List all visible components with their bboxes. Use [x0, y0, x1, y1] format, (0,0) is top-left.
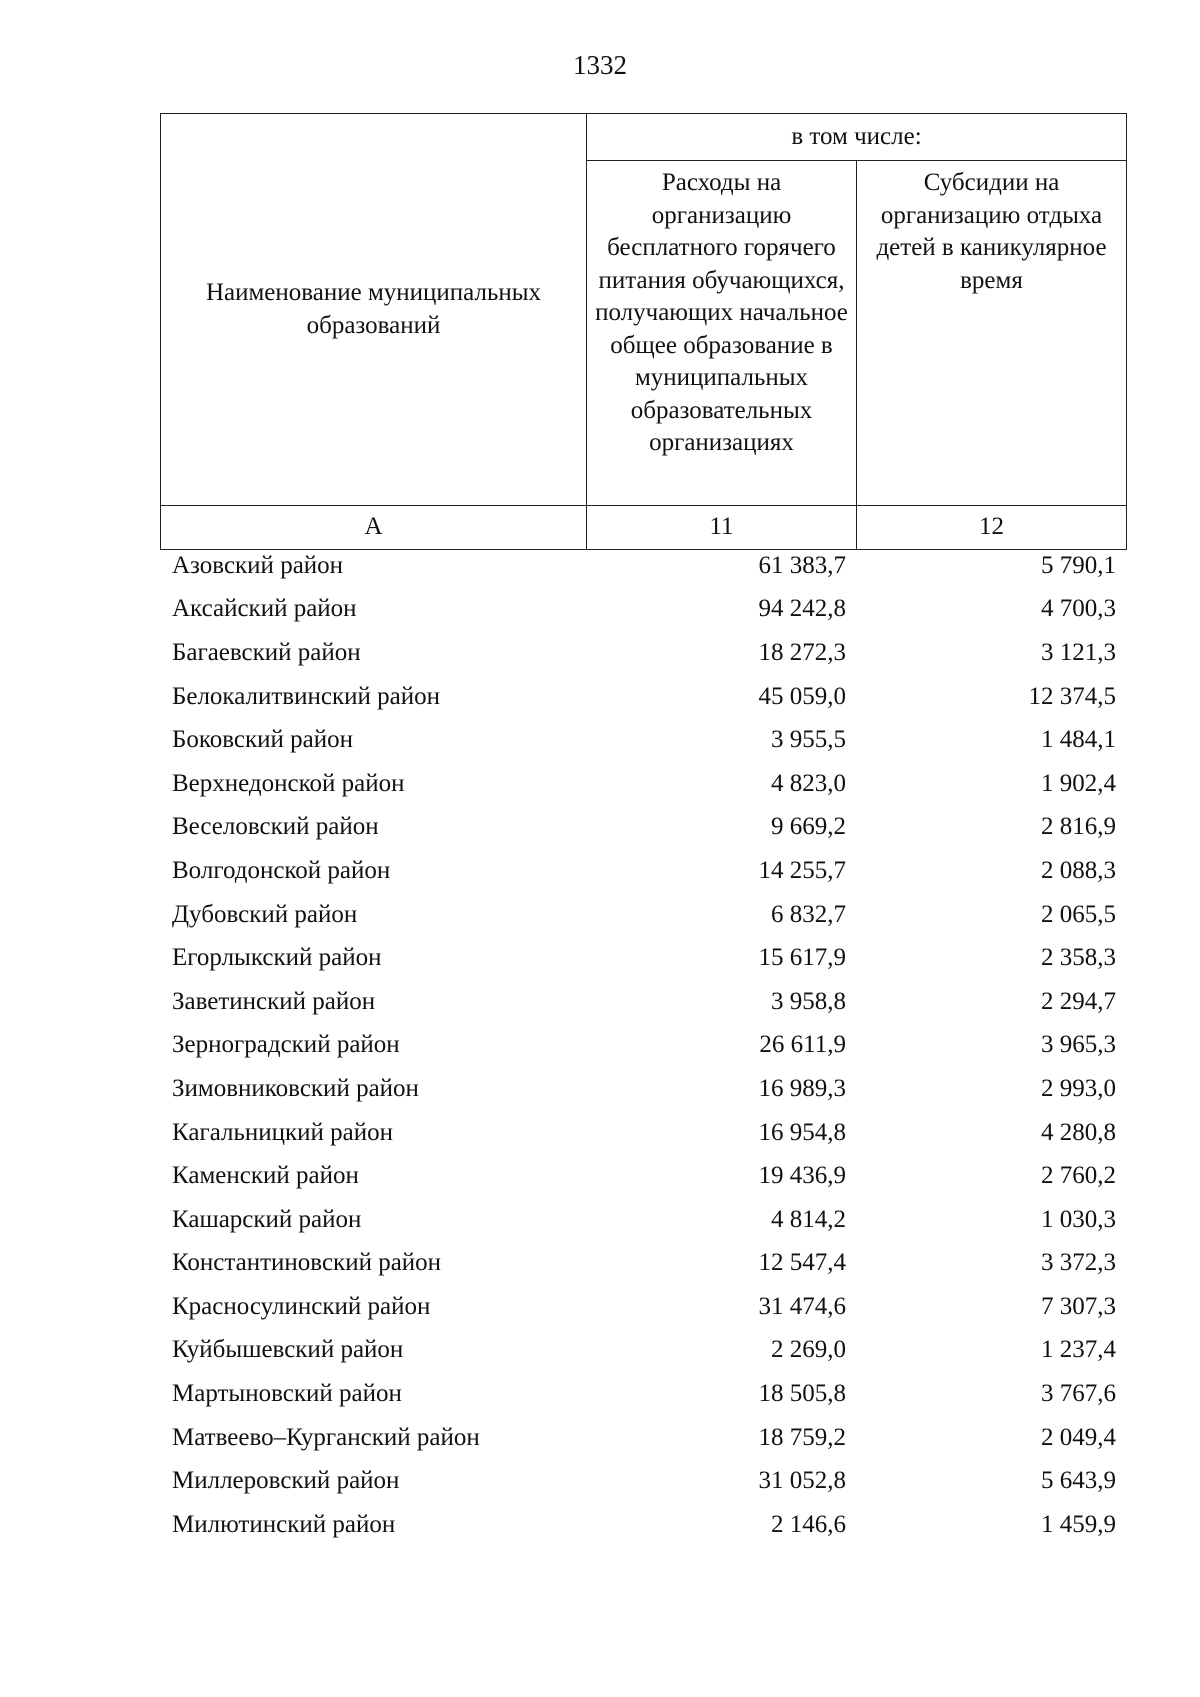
page-number: 1332: [573, 50, 627, 80]
table-row: [160, 1416, 1126, 1460]
municipality-name-cell: Багаевский район: [172, 638, 361, 666]
hot-meals-expenses-cell: 6 832,7: [771, 900, 846, 928]
table-row: [160, 980, 1126, 1024]
hot-meals-expenses-cell: 12 547,4: [758, 1249, 846, 1277]
table-row: [160, 675, 1126, 719]
table-row: [160, 1024, 1126, 1068]
municipality-name-cell: Веселовский район: [172, 813, 379, 841]
table-row: [160, 631, 1126, 675]
hot-meals-expenses-cell: 2 146,6: [771, 1510, 846, 1538]
recreation-subsidies-cell: 12 374,5: [1028, 682, 1116, 710]
hot-meals-expenses-column-header: Расходы на организацию бесплатного горячего питания обучающихся, получающих начальное общее образование в муниципальных образовательных организациях: [587, 161, 857, 506]
municipality-name-column-header: Наименование муниципальных образований: [161, 114, 587, 506]
hot-meals-expenses-cell: 26 611,9: [759, 1031, 846, 1059]
table-row: [160, 1372, 1126, 1416]
recreation-subsidies-cell: 2 294,7: [1041, 987, 1116, 1015]
recreation-subsidies-cell: 3 372,3: [1041, 1249, 1116, 1277]
recreation-subsidies-cell: 3 767,6: [1041, 1380, 1116, 1408]
municipality-name-cell: Куйбышевский район: [172, 1336, 404, 1364]
table-row: [160, 588, 1126, 632]
hot-meals-expenses-cell: 16 954,8: [758, 1118, 846, 1146]
hot-meals-expenses-cell: 45 059,0: [758, 682, 846, 710]
column-index-11: 11: [587, 506, 857, 550]
hot-meals-expenses-cell: 14 255,7: [758, 856, 846, 884]
municipality-name-cell: Кашарский район: [172, 1205, 362, 1233]
municipality-name-cell: Красносулинский район: [172, 1292, 431, 1320]
recreation-subsidies-cell: 5 643,9: [1041, 1467, 1116, 1495]
table-row: [160, 1503, 1126, 1547]
municipality-name-cell: Белокалитвинский район: [172, 682, 440, 710]
table-header: [160, 113, 1127, 550]
municipality-name-cell: Константиновский район: [172, 1249, 442, 1277]
municipality-name-cell: Егорлыкский район: [172, 944, 382, 972]
municipality-name-cell: Верхнедонской район: [172, 769, 405, 797]
table-row: [160, 544, 1126, 588]
hot-meals-expenses-cell: 18 272,3: [758, 638, 846, 666]
including-group-header: в том числе:: [587, 114, 1127, 161]
table-row: [160, 762, 1126, 806]
municipality-name-cell: Зерноградский район: [172, 1031, 400, 1059]
recreation-subsidies-cell: 2 993,0: [1041, 1074, 1116, 1102]
hot-meals-expenses-cell: 9 669,2: [771, 813, 846, 841]
recreation-subsidies-cell: 2 065,5: [1041, 900, 1116, 928]
municipality-name-cell: Азовский район: [172, 551, 344, 579]
recreation-subsidies-cell: 2 088,3: [1041, 856, 1116, 884]
recreation-subsidies-cell: 3 121,3: [1041, 638, 1116, 666]
hot-meals-expenses-cell: 2 269,0: [771, 1336, 846, 1364]
municipality-name-cell: Боковский район: [172, 726, 353, 754]
recreation-subsidies-cell: 2 760,2: [1041, 1162, 1116, 1190]
children-recreation-subsidies-column-header: Субсидии на организацию отдыха детей в каникулярное время: [857, 161, 1127, 506]
table-row: [160, 806, 1126, 850]
recreation-subsidies-cell: 3 965,3: [1041, 1031, 1116, 1059]
municipality-name-cell: Зимовниковский район: [172, 1074, 419, 1102]
recreation-subsidies-cell: 2 816,9: [1041, 813, 1116, 841]
hot-meals-expenses-cell: 31 052,8: [758, 1467, 846, 1495]
municipality-name-cell: Миллеровский район: [172, 1467, 400, 1495]
recreation-subsidies-cell: 1 237,4: [1041, 1336, 1116, 1364]
hot-meals-expenses-cell: 16 989,3: [758, 1074, 846, 1102]
column-index-a: А: [161, 506, 587, 550]
table-row: [160, 936, 1126, 980]
hot-meals-expenses-cell: 61 383,7: [758, 551, 846, 579]
table-row: [160, 893, 1126, 937]
hot-meals-expenses-cell: 18 505,8: [758, 1380, 846, 1408]
hot-meals-expenses-cell: 31 474,6: [758, 1292, 846, 1320]
table-row: [160, 1242, 1126, 1286]
municipality-name-cell: Заветинский район: [172, 987, 376, 1015]
municipality-name-cell: Мартыновский район: [172, 1380, 402, 1408]
hot-meals-expenses-cell: 19 436,9: [758, 1162, 846, 1190]
hot-meals-expenses-cell: 3 958,8: [771, 987, 846, 1015]
hot-meals-expenses-cell: 94 242,8: [758, 595, 846, 623]
table-row: [160, 1067, 1126, 1111]
recreation-subsidies-cell: 1 030,3: [1041, 1205, 1116, 1233]
hot-meals-expenses-cell: 15 617,9: [758, 944, 846, 972]
recreation-subsidies-cell: 7 307,3: [1041, 1292, 1116, 1320]
table-row: [160, 1154, 1126, 1198]
recreation-subsidies-cell: 1 902,4: [1041, 769, 1116, 797]
municipality-name-cell: Дубовский район: [172, 900, 358, 928]
recreation-subsidies-cell: 1 484,1: [1041, 726, 1116, 754]
municipality-name-cell: Милютинский район: [172, 1510, 396, 1538]
table-row: [160, 718, 1126, 762]
hot-meals-expenses-cell: 3 955,5: [771, 726, 846, 754]
municipality-table: [160, 544, 1126, 1547]
recreation-subsidies-cell: 4 700,3: [1041, 595, 1116, 623]
hot-meals-expenses-cell: 4 823,0: [771, 769, 846, 797]
table-row: [160, 1198, 1126, 1242]
recreation-subsidies-cell: 5 790,1: [1041, 551, 1116, 579]
municipality-name-cell: Кагальницкий район: [172, 1118, 394, 1146]
recreation-subsidies-cell: 4 280,8: [1041, 1118, 1116, 1146]
table-row: [160, 1285, 1126, 1329]
hot-meals-expenses-cell: 4 814,2: [771, 1205, 846, 1233]
table-row: [160, 1459, 1126, 1503]
table-row: [160, 1329, 1126, 1373]
municipality-name-cell: Каменский район: [172, 1162, 359, 1190]
table-row: [160, 1111, 1126, 1155]
column-index-12: 12: [857, 506, 1127, 550]
municipality-name-cell: Волгодонской район: [172, 856, 391, 884]
hot-meals-expenses-cell: 18 759,2: [758, 1423, 846, 1451]
recreation-subsidies-cell: 1 459,9: [1041, 1510, 1116, 1538]
municipality-name-cell: Аксайский район: [172, 595, 357, 623]
table-body: [160, 544, 1126, 1547]
table-row: [160, 849, 1126, 893]
recreation-subsidies-cell: 2 049,4: [1041, 1423, 1116, 1451]
recreation-subsidies-cell: 2 358,3: [1041, 944, 1116, 972]
municipality-name-cell: Матвеево–Курганский район: [172, 1423, 480, 1451]
